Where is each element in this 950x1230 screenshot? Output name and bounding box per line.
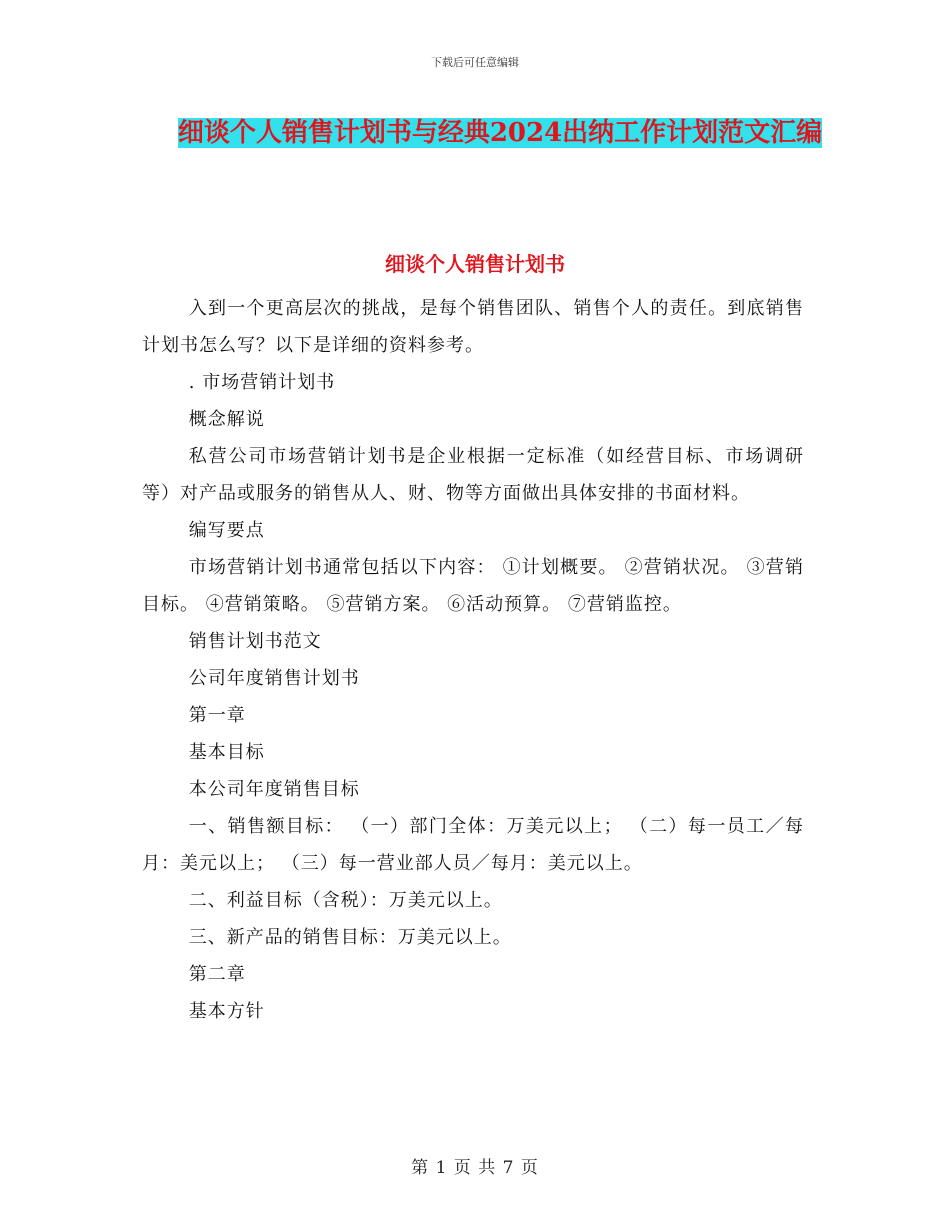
body-paragraph: 基本方针 — [188, 1001, 265, 1022]
body-paragraph: 三、新产品的销售目标：万美元以上。 — [188, 927, 512, 948]
body-paragraph: 第一章 — [188, 705, 246, 726]
body-paragraph: 销售计划书范文 — [188, 631, 322, 652]
body-paragraph: 本公司年度销售目标 — [188, 779, 360, 800]
body-paragraph: 私营公司市场营销计划书是企业根据一定标准（如经营目标、市场调研等）对产品或服务的销售从人、财、物等方面做出具体安排的书面材料。 — [142, 446, 804, 504]
body-paragraph: . 市场营销计划书 — [188, 372, 336, 393]
body-paragraph: 概念解说 — [188, 409, 265, 430]
body-paragraph: 基本目标 — [188, 742, 265, 763]
body-paragraph: 一、销售额目标： （一）部门全体：万美元以上； （二）每一员工／每月：美元以上； （三）每一营业部人员／每月：美元以上。 — [142, 816, 804, 874]
body-paragraph: 公司年度销售计划书 — [188, 668, 360, 689]
body-paragraph: 编写要点 — [188, 520, 265, 541]
body-paragraph: 入到一个更高层次的挑战，是每个销售团队、销售个人的责任。到底销售计划书怎么写？以下是详细的资料参考。 — [142, 298, 804, 356]
section-title: 细谈个人销售计划书 — [385, 252, 565, 276]
document-title-text: 细谈个人销售计划书与经典2024出纳工作计划范文汇编 — [177, 118, 823, 148]
body-paragraph: 第二章 — [188, 964, 246, 985]
document-title — [140, 110, 860, 156]
page-number-footer: 第 1 页 共 7 页 — [411, 1158, 539, 1178]
body-paragraph: 二、利益目标（含税）：万美元以上。 — [188, 890, 503, 911]
body-paragraph: 市场营销计划书通常包括以下内容： ①计划概要。 ②营销状况。 ③营销目标。 ④营销策略。 ⑤营销方案。 ⑥活动预算。 ⑦营销监控。 — [142, 557, 804, 615]
header-note: 下载后可任意编辑 — [431, 56, 519, 69]
document-body — [142, 290, 804, 1030]
